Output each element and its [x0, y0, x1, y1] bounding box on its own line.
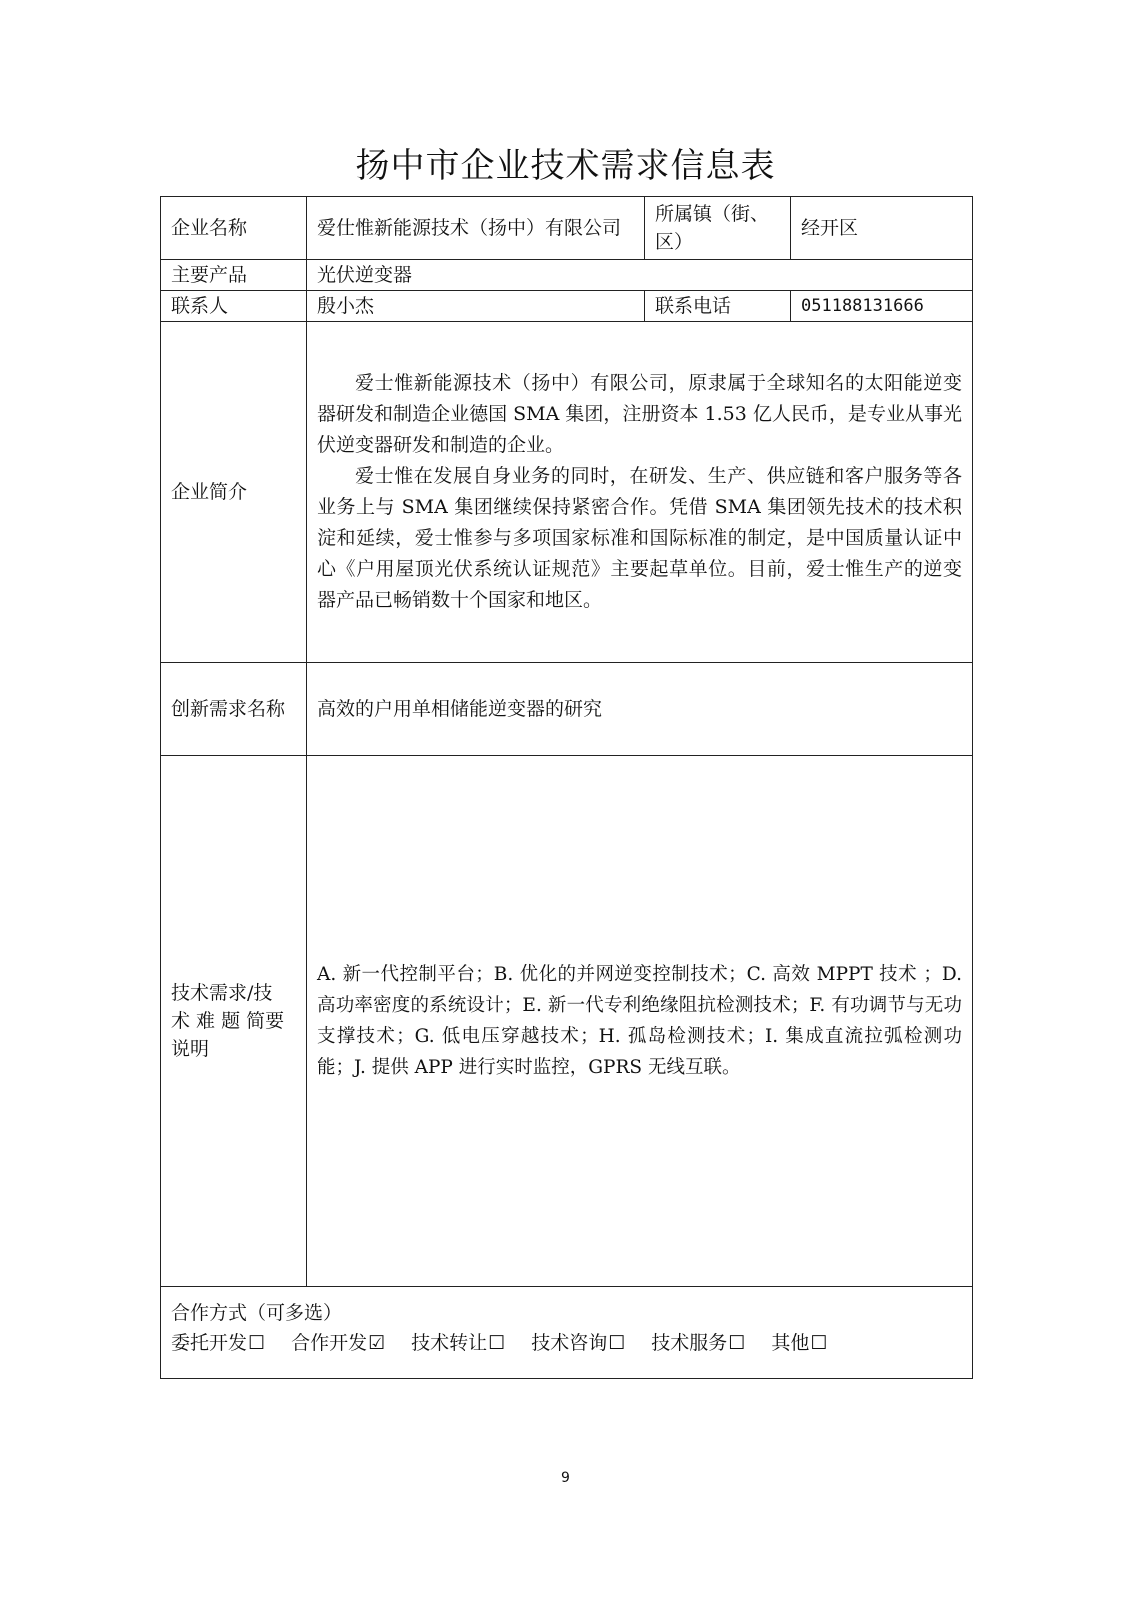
profile-content — [307, 322, 973, 663]
page-number: 9 — [561, 1470, 570, 1486]
option-label: 技术转让 — [411, 1332, 488, 1354]
checkbox-icon[interactable]: ☐ — [488, 1332, 506, 1354]
company-name-label: 企业名称 — [161, 197, 307, 260]
cooperation-cell — [161, 1287, 973, 1379]
cooperation-option-other[interactable] — [771, 1329, 827, 1357]
district-label: 所属镇（街、区） — [645, 197, 791, 260]
product-row — [161, 260, 973, 291]
cooperation-options — [171, 1329, 962, 1357]
district-value: 经开区 — [791, 197, 973, 260]
page-title: 扬中市企业技术需求信息表 — [355, 146, 776, 186]
cooperation-option-consulting[interactable] — [531, 1329, 625, 1357]
option-label: 其他 — [771, 1332, 810, 1354]
checkbox-icon[interactable]: ☐ — [810, 1332, 828, 1354]
option-label: 委托开发 — [171, 1332, 248, 1354]
contact-label: 联系人 — [161, 291, 307, 322]
phone-value: 051188131666 — [791, 291, 973, 322]
profile-paragraph: 爱士惟在发展自身业务的同时，在研发、生产、供应链和客户服务等各业务上与 SMA 集团继续保持紧密合作。凭借 SMA 集团领先技术的技术积淀和延续，爱士惟参与多项国家标准和国际标准的制定，是中国质量认证中心《户用屋顶光伏系统认证规范》主要起草单位。目前，爱士惟生产的逆变器产品已畅销数十个国家和地区。 — [317, 465, 962, 611]
company-name-value: 爱仕惟新能源技术（扬中）有限公司 — [307, 197, 645, 260]
cooperation-row — [161, 1287, 973, 1379]
checkbox-icon[interactable]: ☐ — [728, 1332, 746, 1354]
tech-value: A. 新一代控制平台；B. 优化的并网逆变控制技术；C. 高效 MPPT 技术 ；D. 高功率密度的系统设计；E. 新一代专利绝缘阻抗检测技术；F. 有功调节与无功支撑技术；G. 低电压穿越技术；H. 孤岛检测技术；I. 集成直流拉弧检测功能；J. 提供 APP 进行实时监控，GPRS 无线互联。 — [317, 964, 962, 1078]
profile-label: 企业简介 — [161, 322, 307, 663]
cooperation-option-entrusted[interactable] — [171, 1329, 265, 1357]
company-name-row — [161, 197, 973, 260]
need-row — [161, 663, 973, 756]
tech-content — [307, 756, 973, 1287]
tech-label: 技术需求/技 术 难 题 简要说明 — [161, 756, 307, 1287]
option-label: 技术咨询 — [531, 1332, 608, 1354]
need-label: 创新需求名称 — [161, 663, 307, 756]
contact-row — [161, 291, 973, 322]
cooperation-option-transfer[interactable] — [411, 1329, 505, 1357]
profile-paragraph: 爱士惟新能源技术（扬中）有限公司，原隶属于全球知名的太阳能逆变器研发和制造企业德国 SMA 集团，注册资本 1.53 亿人民币，是专业从事光伏逆变器研发和制造的企业。 — [317, 372, 962, 456]
contact-value: 殷小杰 — [307, 291, 645, 322]
info-table — [160, 196, 973, 1379]
product-value: 光伏逆变器 — [307, 260, 973, 291]
option-label: 技术服务 — [651, 1332, 728, 1354]
cooperation-label: 合作方式（可多选） — [171, 1302, 343, 1324]
cooperation-option-joint[interactable] — [291, 1329, 385, 1357]
need-value: 高效的户用单相储能逆变器的研究 — [307, 663, 973, 756]
checkbox-icon[interactable]: ☐ — [248, 1332, 266, 1354]
tech-row — [161, 756, 973, 1287]
option-label: 合作开发 — [291, 1332, 368, 1354]
checkbox-checked-icon[interactable]: ☑ — [368, 1332, 386, 1354]
checkbox-icon[interactable]: ☐ — [608, 1332, 626, 1354]
profile-row — [161, 322, 973, 663]
product-label: 主要产品 — [161, 260, 307, 291]
cooperation-option-service[interactable] — [651, 1329, 745, 1357]
phone-label: 联系电话 — [645, 291, 791, 322]
